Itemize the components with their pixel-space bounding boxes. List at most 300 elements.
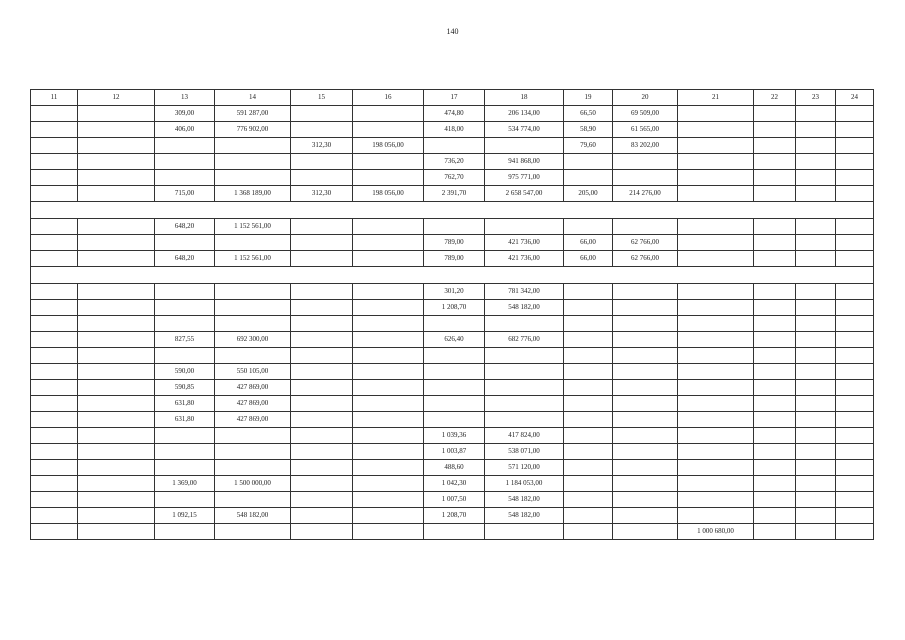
section-separator-row: [31, 267, 874, 284]
table-cell: [424, 138, 485, 154]
table-cell: [754, 460, 796, 476]
column-header: 12: [78, 90, 155, 106]
table-cell: [78, 235, 155, 251]
table-cell: [155, 316, 215, 332]
table-cell: [485, 524, 564, 540]
table-cell: [613, 396, 678, 412]
table-cell: [613, 170, 678, 186]
table-cell: 2 391,70: [424, 186, 485, 202]
table-cell: [424, 524, 485, 540]
table-cell: [291, 380, 353, 396]
table-cell: [353, 476, 424, 492]
table-cell: [291, 428, 353, 444]
table-cell: [836, 396, 874, 412]
table-cell: 548 182,00: [215, 508, 291, 524]
table-cell: 309,00: [155, 106, 215, 122]
table-cell: 421 736,00: [485, 251, 564, 267]
table-cell: [155, 460, 215, 476]
table-cell: [78, 300, 155, 316]
table-cell: [613, 316, 678, 332]
table-cell: 941 868,00: [485, 154, 564, 170]
page-number: 140: [446, 27, 459, 36]
table-cell: 1 208,70: [424, 300, 485, 316]
table-cell: [353, 524, 424, 540]
table-cell: 1 184 053,00: [485, 476, 564, 492]
column-header: 16: [353, 90, 424, 106]
table-cell: 1 042,30: [424, 476, 485, 492]
table-cell: [291, 122, 353, 138]
table-cell: 406,00: [155, 122, 215, 138]
column-header: 21: [678, 90, 754, 106]
table-cell: [836, 332, 874, 348]
table-cell: [353, 106, 424, 122]
table-cell: [836, 380, 874, 396]
table-row: [31, 219, 874, 235]
table-cell: [31, 106, 78, 122]
table-cell: [754, 154, 796, 170]
table-cell: [796, 122, 836, 138]
column-header: 20: [613, 90, 678, 106]
table-cell: [31, 524, 78, 540]
table-cell: 69 509,00: [613, 106, 678, 122]
table-cell: 736,20: [424, 154, 485, 170]
table-cell: [754, 524, 796, 540]
table-cell: [215, 492, 291, 508]
column-header: 19: [564, 90, 613, 106]
table-cell: [215, 284, 291, 300]
column-header: 15: [291, 90, 353, 106]
table-cell: 590,85: [155, 380, 215, 396]
table-cell: [678, 444, 754, 460]
table-cell: [564, 396, 613, 412]
table-cell: [678, 508, 754, 524]
table-cell: [353, 396, 424, 412]
table-cell: [78, 170, 155, 186]
table-cell: [613, 428, 678, 444]
table-cell: 571 120,00: [485, 460, 564, 476]
table-row: [31, 122, 874, 138]
table-cell: [678, 170, 754, 186]
table-cell: [155, 235, 215, 251]
table-cell: [155, 138, 215, 154]
table-cell: [78, 380, 155, 396]
table-cell: 83 202,00: [613, 138, 678, 154]
table-row: [31, 476, 874, 492]
column-header: 22: [754, 90, 796, 106]
table-cell: [31, 284, 78, 300]
table-cell: [754, 508, 796, 524]
table-cell: [796, 364, 836, 380]
table-row: [31, 444, 874, 460]
table-cell: [31, 348, 78, 364]
table-cell: [485, 316, 564, 332]
table-cell: [353, 122, 424, 138]
table-cell: [215, 154, 291, 170]
table-row: [31, 300, 874, 316]
table-row: [31, 428, 874, 444]
table-cell: [796, 138, 836, 154]
table-cell: 1 368 189,00: [215, 186, 291, 202]
table-cell: [291, 170, 353, 186]
table-cell: [796, 235, 836, 251]
table-cell: [754, 219, 796, 235]
table-cell: 715,00: [155, 186, 215, 202]
table-cell: [564, 492, 613, 508]
table-cell: 1 003,87: [424, 444, 485, 460]
table-row: [31, 316, 874, 332]
table-cell: [291, 316, 353, 332]
table-cell: [613, 476, 678, 492]
table-cell: [78, 122, 155, 138]
column-header: 17: [424, 90, 485, 106]
table-cell: [564, 524, 613, 540]
table-cell: [678, 186, 754, 202]
table-cell: [353, 219, 424, 235]
table-cell: 312,30: [291, 186, 353, 202]
table-cell: 427 869,00: [215, 380, 291, 396]
table-cell: 975 771,00: [485, 170, 564, 186]
table-cell: 2 658 547,00: [485, 186, 564, 202]
column-header: 11: [31, 90, 78, 106]
table-cell: [754, 251, 796, 267]
table-cell: 488,60: [424, 460, 485, 476]
table-cell: [564, 316, 613, 332]
table-cell: [353, 284, 424, 300]
table-cell: [353, 492, 424, 508]
table-row: [31, 251, 874, 267]
table-cell: 548 182,00: [485, 492, 564, 508]
table-cell: [215, 460, 291, 476]
table-cell: [31, 492, 78, 508]
table-cell: [836, 428, 874, 444]
table-cell: [78, 428, 155, 444]
table-cell: [353, 364, 424, 380]
table-cell: [796, 444, 836, 460]
table-cell: [424, 396, 485, 412]
table-cell: [564, 364, 613, 380]
column-header: 13: [155, 90, 215, 106]
table-cell: [613, 508, 678, 524]
table-cell: [564, 348, 613, 364]
table-cell: [291, 300, 353, 316]
table-cell: 205,00: [564, 186, 613, 202]
table-cell: [353, 251, 424, 267]
table-cell: [78, 219, 155, 235]
table-cell: [796, 316, 836, 332]
table-cell: 762,70: [424, 170, 485, 186]
table-cell: [155, 154, 215, 170]
table-cell: [291, 508, 353, 524]
table-cell: 214 276,00: [613, 186, 678, 202]
table-cell: [796, 428, 836, 444]
table-cell: [31, 186, 78, 202]
table-cell: [836, 186, 874, 202]
table-cell: [754, 122, 796, 138]
table-cell: [796, 380, 836, 396]
table-cell: [564, 444, 613, 460]
table-cell: [836, 122, 874, 138]
table-cell: [836, 316, 874, 332]
table-cell: [31, 460, 78, 476]
table-cell: [836, 364, 874, 380]
table-cell: [754, 284, 796, 300]
table-cell: [796, 476, 836, 492]
table-cell: [291, 492, 353, 508]
table-cell: [78, 316, 155, 332]
table-cell: [796, 396, 836, 412]
table-cell: [31, 138, 78, 154]
table-cell: [78, 444, 155, 460]
table-cell: [155, 348, 215, 364]
table-cell: 1 039,36: [424, 428, 485, 444]
table-cell: [353, 444, 424, 460]
table-cell: [31, 154, 78, 170]
table-cell: [291, 476, 353, 492]
table-cell: [796, 492, 836, 508]
table-cell: [754, 444, 796, 460]
table-cell: [836, 235, 874, 251]
table-cell: 548 182,00: [485, 300, 564, 316]
table-cell: [564, 170, 613, 186]
table-cell: [485, 412, 564, 428]
table-row: [31, 492, 874, 508]
table-cell: [678, 284, 754, 300]
table-cell: 417 824,00: [485, 428, 564, 444]
table-cell: [796, 106, 836, 122]
table-cell: 776 902,00: [215, 122, 291, 138]
table-cell: [353, 332, 424, 348]
table-row: [31, 186, 874, 202]
table-cell: [564, 284, 613, 300]
table-cell: [291, 364, 353, 380]
table-cell: [678, 460, 754, 476]
table-cell: [836, 284, 874, 300]
table-cell: [613, 492, 678, 508]
table-cell: [836, 154, 874, 170]
table-cell: [613, 364, 678, 380]
table-cell: [291, 284, 353, 300]
table-cell: [155, 428, 215, 444]
table-cell: [836, 492, 874, 508]
table-cell: 61 565,00: [613, 122, 678, 138]
table-cell: [678, 428, 754, 444]
table-cell: 62 766,00: [613, 235, 678, 251]
table-cell: [78, 476, 155, 492]
table-cell: [353, 412, 424, 428]
table-cell: [155, 284, 215, 300]
table-cell: [78, 364, 155, 380]
table-row: [31, 380, 874, 396]
table-row: [31, 396, 874, 412]
table-cell: 538 071,00: [485, 444, 564, 460]
table-cell: [796, 412, 836, 428]
table-cell: [78, 348, 155, 364]
table-cell: [353, 300, 424, 316]
table-cell: [678, 364, 754, 380]
table-cell: 534 774,00: [485, 122, 564, 138]
table-cell: [796, 284, 836, 300]
table-cell: [291, 332, 353, 348]
table-cell: [78, 396, 155, 412]
table-cell: [215, 524, 291, 540]
table-cell: [353, 380, 424, 396]
table-cell: 789,00: [424, 251, 485, 267]
table-row: [31, 106, 874, 122]
table-cell: [353, 154, 424, 170]
table-cell: [678, 316, 754, 332]
table-cell: [424, 316, 485, 332]
table-cell: [31, 364, 78, 380]
table-cell: [31, 412, 78, 428]
table-cell: 781 342,00: [485, 284, 564, 300]
table-cell: [31, 508, 78, 524]
table-cell: [678, 492, 754, 508]
table-cell: [291, 396, 353, 412]
table-cell: 1 000 680,00: [678, 524, 754, 540]
table-row: [31, 138, 874, 154]
table-cell: [678, 396, 754, 412]
table-cell: [613, 300, 678, 316]
table-cell: [424, 364, 485, 380]
table-cell: [836, 170, 874, 186]
table-cell: [754, 300, 796, 316]
table-cell: [291, 251, 353, 267]
table-cell: [291, 348, 353, 364]
table-cell: [78, 460, 155, 476]
table-cell: [31, 428, 78, 444]
table-cell: [291, 219, 353, 235]
table-cell: [424, 380, 485, 396]
table-cell: [31, 300, 78, 316]
table-cell: [754, 106, 796, 122]
table-row: [31, 412, 874, 428]
table-cell: 66,50: [564, 106, 613, 122]
table-cell: [796, 524, 836, 540]
table-cell: [485, 219, 564, 235]
table-cell: 1 092,15: [155, 508, 215, 524]
table-cell: [678, 412, 754, 428]
table-cell: [796, 170, 836, 186]
table-cell: [836, 219, 874, 235]
table-cell: [754, 492, 796, 508]
data-table: [30, 89, 874, 540]
table-cell: [353, 428, 424, 444]
table-cell: [564, 476, 613, 492]
table-cell: 648,20: [155, 251, 215, 267]
separator-cell: [31, 202, 874, 219]
table-cell: [353, 508, 424, 524]
table-cell: [215, 428, 291, 444]
table-cell: 62 766,00: [613, 251, 678, 267]
table-cell: [78, 332, 155, 348]
table-cell: [78, 138, 155, 154]
table-cell: 1 208,70: [424, 508, 485, 524]
table-cell: 550 105,00: [215, 364, 291, 380]
table-cell: 58,90: [564, 122, 613, 138]
table-cell: [613, 154, 678, 170]
table-cell: [31, 235, 78, 251]
table-cell: [78, 154, 155, 170]
table-cell: [678, 380, 754, 396]
table-cell: [31, 332, 78, 348]
table-cell: [291, 235, 353, 251]
table-cell: [353, 348, 424, 364]
table-cell: 418,00: [424, 122, 485, 138]
separator-cell: [31, 267, 874, 284]
table-cell: [215, 170, 291, 186]
column-header: 23: [796, 90, 836, 106]
table-cell: [836, 348, 874, 364]
table-cell: [678, 106, 754, 122]
table-cell: 79,60: [564, 138, 613, 154]
table-cell: [31, 219, 78, 235]
table-cell: 206 134,00: [485, 106, 564, 122]
table-cell: [155, 300, 215, 316]
table-cell: 648,20: [155, 219, 215, 235]
table-cell: 427 869,00: [215, 412, 291, 428]
table-cell: [678, 154, 754, 170]
table-cell: [678, 300, 754, 316]
table-cell: [613, 460, 678, 476]
table-cell: [564, 380, 613, 396]
table-cell: [155, 444, 215, 460]
table-row: [31, 364, 874, 380]
table-cell: [155, 492, 215, 508]
table-row: [31, 332, 874, 348]
table-cell: [424, 219, 485, 235]
table-cell: [754, 428, 796, 444]
table-cell: [754, 412, 796, 428]
table-cell: [796, 154, 836, 170]
table-cell: [155, 170, 215, 186]
table-cell: [78, 186, 155, 202]
table-cell: 789,00: [424, 235, 485, 251]
table-cell: [836, 444, 874, 460]
table-cell: [678, 348, 754, 364]
table-row: [31, 460, 874, 476]
table-row: [31, 508, 874, 524]
table-cell: [754, 348, 796, 364]
table-cell: [215, 444, 291, 460]
table-cell: 312,30: [291, 138, 353, 154]
table-cell: [796, 508, 836, 524]
column-header: 14: [215, 90, 291, 106]
table-cell: [353, 460, 424, 476]
table-cell: [836, 524, 874, 540]
table-row: [31, 284, 874, 300]
table-cell: [564, 460, 613, 476]
table-cell: [564, 154, 613, 170]
table-cell: [796, 219, 836, 235]
table-cell: 626,40: [424, 332, 485, 348]
table-cell: [836, 251, 874, 267]
table-cell: [754, 396, 796, 412]
table-cell: [291, 444, 353, 460]
table-cell: 590,00: [155, 364, 215, 380]
table-cell: [678, 235, 754, 251]
table-cell: [836, 300, 874, 316]
table-cell: 631,80: [155, 412, 215, 428]
table-cell: [836, 508, 874, 524]
table-cell: 1 007,50: [424, 492, 485, 508]
table-cell: [564, 412, 613, 428]
table-cell: [564, 508, 613, 524]
table-cell: [31, 380, 78, 396]
column-header: 24: [836, 90, 874, 106]
table-cell: [215, 138, 291, 154]
table-cell: [215, 348, 291, 364]
table-cell: [291, 460, 353, 476]
